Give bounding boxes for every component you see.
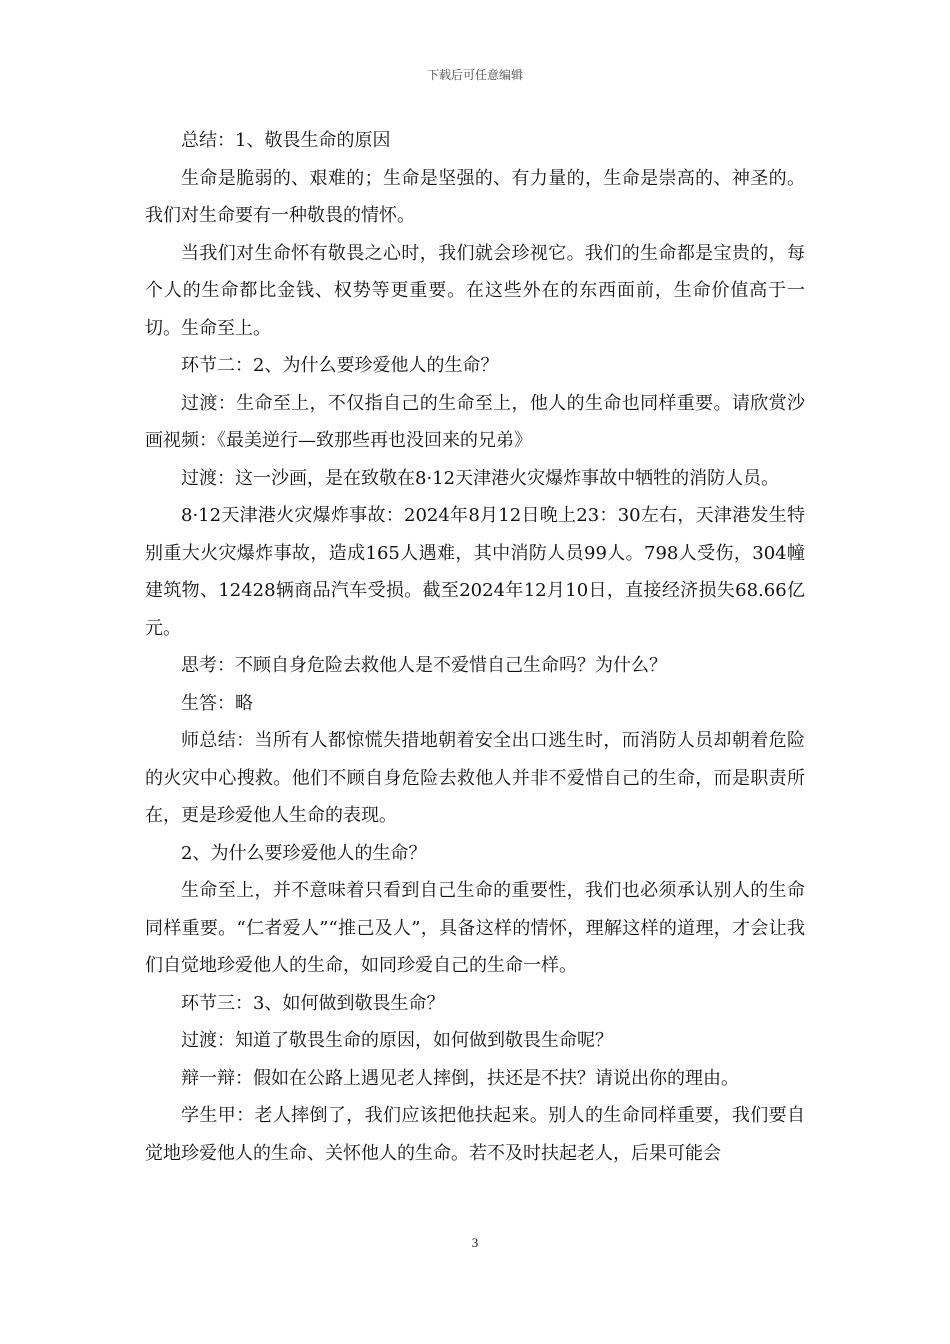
paragraph: 2、为什么要珍爱他人的生命？: [181, 842, 427, 864]
paragraph: 8·12天津港火灾爆炸事故：2024年8月12日晚上23：30左右，天津港发生特别重大火灾爆炸事故，造成165人遇难，其中消防人员99人。798人受伤，304幢建筑物、12428辆商品汽车受损。截至2024年12月10日，直接经济损失68.66亿元。: [145, 505, 805, 639]
paragraph: 生命是脆弱的、艰难的；生命是坚强的、有力量的，生命是崇高的、神圣的。我们对生命要有一种敬畏的情怀。: [145, 167, 805, 226]
paragraph: 过渡：知道了敬畏生命的原因，如何做到敬畏生命呢？: [181, 1030, 613, 1051]
paragraph: 辩一辩：假如在公路上遇见老人摔倒，扶还是不扶？请说出你的理由。: [181, 1067, 739, 1089]
paragraph: 师总结：当所有人都惊慌失措地朝着安全出口逃生时，而消防人员却朝着危险的火灾中心搜救。他们不顾自身危险去救他人并非不爱惜自己的生命，而是职责所在，更是珍爱他人生命的表现。: [145, 730, 805, 826]
paragraph: 生答：略: [181, 692, 253, 714]
paragraph: 总结：1、敬畏生命的原因: [181, 130, 391, 151]
paragraph: 思考：不顾自身危险去救他人是不爱惜自己生命吗？为什么？: [181, 655, 667, 676]
paragraph: 过渡：这一沙画，是在致敬在8·12天津港火灾爆炸事故中牺牲的消防人员。: [181, 467, 780, 489]
document-body: [145, 122, 805, 1172]
paragraph: 学生甲：老人摔倒了，我们应该把他扶起来。别人的生命同样重要，我们要自觉地珍爱他人的生命、关怀他人的生命。若不及时扶起老人，后果可能会: [145, 1105, 805, 1164]
page-number: 3: [471, 1235, 479, 1250]
paragraph: 环节三：3、如何做到敬畏生命？: [181, 992, 445, 1014]
paragraph: 生命至上，并不意味着只看到自己生命的重要性，我们也必须承认别人的生命同样重要。“仁者爱人”“推己及人”，具备这样的情怀，理解这样的道理，才会让我们自觉地珍爱他人的生命，如同珍爱自己的生命一样。: [145, 880, 805, 976]
paragraph: 环节二：2、为什么要珍爱他人的生命？: [181, 355, 499, 376]
paragraph: 当我们对生命怀有敬畏之心时，我们就会珍视它。我们的生命都是宝贵的，每个人的生命都比金钱、权势等更重要。在这些外在的东西面前，生命价值高于一切。生命至上。: [145, 242, 805, 339]
paragraph: 过渡：生命至上，不仅指自己的生命至上，他人的生命也同样重要。请欣赏沙画视频：《最美逆行—致那些再也没回来的兄弟》: [145, 392, 805, 451]
page-header: 下载后可任意编辑: [426, 68, 523, 82]
